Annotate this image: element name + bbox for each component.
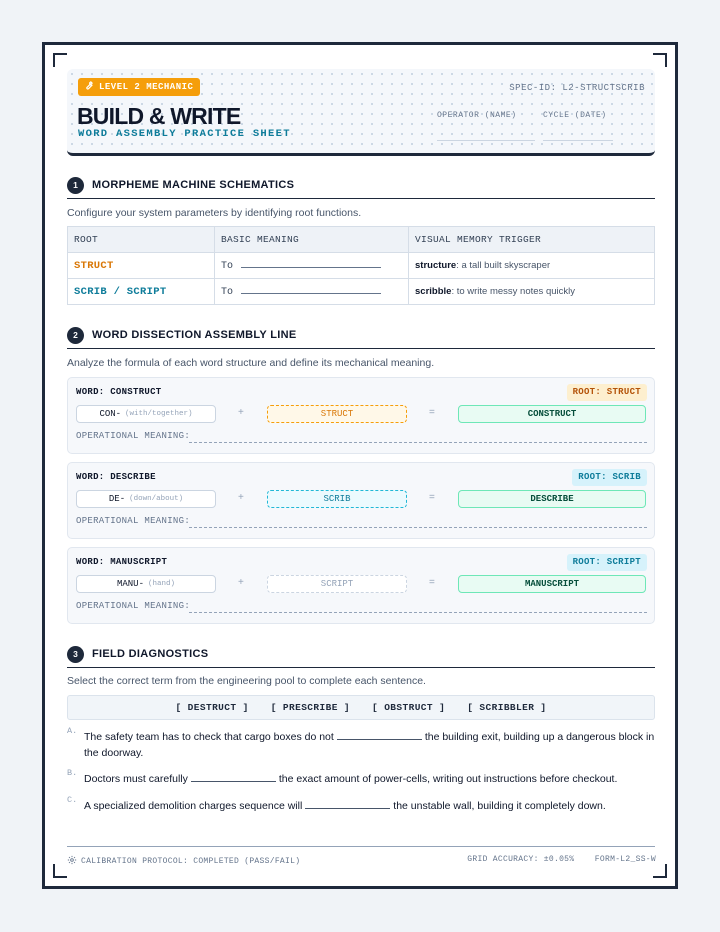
column-header: ROOT	[68, 227, 215, 253]
dissection-card	[67, 547, 655, 624]
root-cell: SCRIB / SCRIPT	[68, 279, 215, 305]
dissection-card	[67, 462, 655, 539]
section-title: FIELD DIAGNOSTICS	[92, 648, 209, 660]
root-cell: STRUCT	[68, 253, 215, 279]
table-header-row	[68, 227, 655, 253]
trigger-text: : to write messy notes quickly	[451, 286, 575, 297]
calibration-text: CALIBRATION PROTOCOL: COMPLETED (PASS/FAIL)	[81, 857, 301, 866]
meaning-cell	[215, 253, 409, 279]
question-after: the unstable wall, building it completely down.	[393, 800, 606, 812]
section-title: WORD DISSECTION ASSEMBLY LINE	[92, 329, 297, 341]
equals-sign: =	[429, 407, 435, 418]
prefix-text: MANU-	[116, 579, 144, 589]
section-2-header	[67, 329, 655, 349]
section-1-intro: Configure your system parameters by identifying root functions.	[67, 207, 362, 219]
question-letter: A.	[67, 726, 78, 736]
memory-cell	[409, 279, 655, 305]
question-after: the building exit, building up a dangerous block in the doorway.	[84, 731, 655, 759]
result-box: DESCRIBE	[458, 490, 646, 508]
answer-blank[interactable]	[191, 773, 276, 782]
question-before: Doctors must carefully	[84, 773, 188, 785]
operational-meaning-label: OPERATIONAL MEANING:	[76, 601, 191, 611]
question-text	[84, 729, 655, 761]
answer-blank[interactable]	[337, 731, 422, 740]
section-number: 2	[67, 327, 84, 344]
cycle-date-field[interactable]	[543, 131, 613, 141]
pool-word: [ PRESCRIBE ]	[270, 702, 350, 713]
result-box: CONSTRUCT	[458, 405, 646, 423]
table-row	[68, 253, 655, 279]
prefix-text: DE-	[108, 494, 126, 504]
section-2-intro: Analyze the formula of each word structure and define its mechanical meaning.	[67, 357, 435, 369]
prefix-text: CON-	[99, 409, 122, 419]
prefix-note: (hand)	[148, 580, 176, 588]
operator-label: OPERATOR (NAME)	[437, 111, 517, 120]
operational-meaning-label: OPERATIONAL MEANING:	[76, 431, 191, 441]
corner-mark	[653, 864, 667, 878]
table-row	[68, 279, 655, 305]
corner-mark	[53, 53, 67, 67]
dissection-card	[67, 377, 655, 454]
question-text	[84, 771, 655, 787]
corner-mark	[653, 53, 667, 67]
word-pool	[67, 695, 655, 720]
root-tag: ROOT: SCRIPT	[567, 554, 647, 571]
page-subtitle: WORD ASSEMBLY PRACTICE SHEET	[78, 128, 291, 140]
memory-cell	[409, 253, 655, 279]
prefix-note: (down/about)	[129, 495, 184, 503]
level-badge-label: LEVEL 2 MECHANIC	[99, 82, 194, 92]
equals-sign: =	[429, 492, 435, 503]
plus-sign: +	[238, 407, 244, 418]
pool-word: [ SCRIBBLER ]	[467, 702, 547, 713]
trigger-keyword: scribble	[415, 286, 452, 297]
meaning-prefix: To	[221, 261, 234, 272]
section-number: 3	[67, 646, 84, 663]
question-letter: B.	[67, 768, 78, 778]
meaning-prefix: To	[221, 287, 234, 298]
morpheme-table	[67, 226, 655, 305]
trigger-keyword: structure	[415, 260, 457, 271]
calibration-status	[67, 855, 300, 868]
meaning-cell	[215, 279, 409, 305]
section-title: MORPHEME MACHINE SCHEMATICS	[92, 179, 295, 191]
section-3-header	[67, 648, 655, 668]
question-before: A specialized demolition charges sequence will	[84, 800, 303, 812]
pool-word: [ OBSTRUCT ]	[372, 702, 446, 713]
equals-sign: =	[429, 577, 435, 588]
page-title: BUILD & WRITE	[77, 103, 241, 129]
worksheet-footer	[67, 846, 656, 866]
operational-meaning-label: OPERATIONAL MEANING:	[76, 516, 191, 526]
question-letter: C.	[67, 795, 78, 805]
column-header: VISUAL MEMORY TRIGGER	[409, 227, 655, 253]
section-3-intro: Select the correct term from the engineering pool to complete each sentence.	[67, 675, 426, 687]
plus-sign: +	[238, 492, 244, 503]
form-id: GRID ACCURACY: ±0.05% FORM-L2_SS-W	[467, 855, 656, 864]
prefix-note: (with/together)	[125, 410, 193, 418]
question-before: The safety team has to check that cargo boxes do not	[84, 731, 334, 743]
worksheet-page	[42, 42, 678, 889]
answer-blank[interactable]	[305, 800, 390, 809]
prefix-box	[76, 490, 216, 508]
cycle-label: CYCLE (DATE)	[543, 111, 607, 120]
pool-word: [ DESTRUCT ]	[175, 702, 249, 713]
root-box: SCRIB	[267, 490, 407, 508]
card-word-label: WORD: DESCRIBE	[76, 472, 156, 482]
prefix-box	[76, 405, 216, 423]
question-text	[84, 798, 655, 814]
prefix-box	[76, 575, 216, 593]
root-tag: ROOT: SCRIB	[572, 469, 647, 486]
gear-icon	[67, 855, 77, 868]
worksheet-header	[67, 69, 655, 156]
operational-meaning-blank[interactable]	[189, 527, 647, 528]
operational-meaning-blank[interactable]	[189, 442, 647, 443]
spec-id: SPEC-ID: L2-STRUCTSCRIB	[509, 83, 645, 93]
meaning-blank[interactable]	[241, 259, 381, 268]
operational-meaning-blank[interactable]	[189, 612, 647, 613]
root-tag: ROOT: STRUCT	[567, 384, 647, 401]
plus-sign: +	[238, 577, 244, 588]
level-badge	[78, 78, 200, 96]
root-box: STRUCT	[267, 405, 407, 423]
card-word-label: WORD: CONSTRUCT	[76, 387, 162, 397]
trigger-text: : a tall built skyscraper	[456, 260, 551, 271]
result-box: MANUSCRIPT	[458, 575, 646, 593]
meaning-blank[interactable]	[241, 285, 381, 294]
operator-name-field[interactable]	[437, 131, 535, 141]
section-1-header	[67, 179, 655, 199]
section-number: 1	[67, 177, 84, 194]
corner-mark	[53, 864, 67, 878]
question-after: the exact amount of power-cells, writing out instructions before checkout.	[278, 773, 618, 785]
column-header: BASIC MEANING	[215, 227, 409, 253]
wrench-icon	[83, 80, 94, 94]
card-word-label: WORD: MANUSCRIPT	[76, 557, 168, 567]
root-box: SCRIPT	[267, 575, 407, 593]
